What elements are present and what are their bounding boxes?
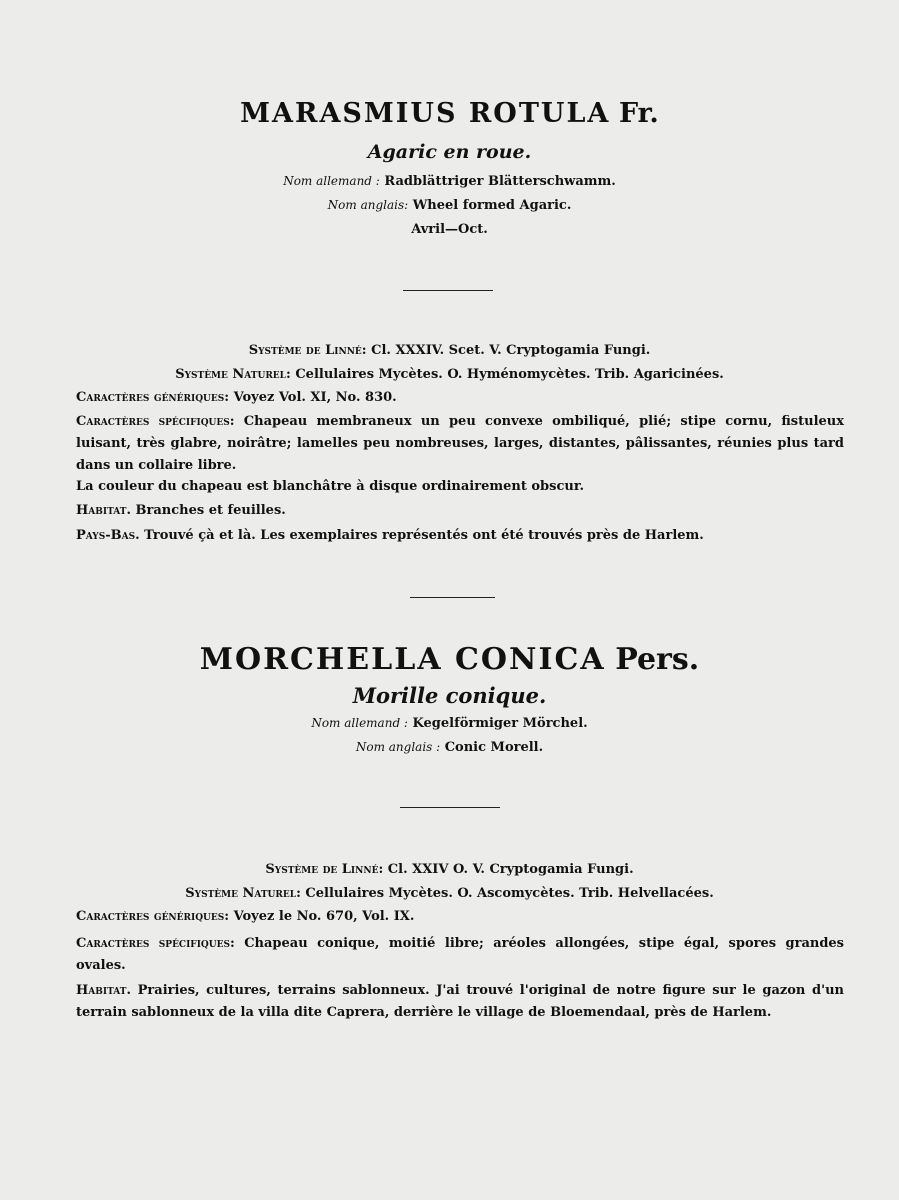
entry1-common-name: Agaric en roue.: [367, 141, 532, 163]
entry1-linne-label: Système de Linné:: [248, 343, 367, 358]
entry1-specifiques-label: Caractères spécifiques:: [76, 414, 235, 429]
entry2-english-name: Conic Morell.: [444, 740, 544, 755]
entry1-couleur-line: La couleur du chapeau est blanchâtre à disque ordinairement obscur.: [76, 479, 585, 494]
entry1-english-name-line: [0, 198, 899, 213]
entry1-german-name-line: [0, 174, 899, 189]
entry1-divider: [403, 290, 493, 291]
entry2-specifiques-text: Chapeau conique, moitié libre; aréoles allongées, stipe égal, spores grandes ovales.: [76, 936, 844, 973]
entry1-season: Avril—Oct.: [411, 222, 488, 237]
entry1-title: [0, 98, 899, 129]
entry1-linne-line: [0, 343, 899, 358]
entry1-german-label: Nom allemand :: [283, 174, 380, 188]
entry1-paysbas-line: [76, 525, 844, 547]
entry1-habitat-line: [76, 500, 844, 522]
entry1-english-label: Nom anglais:: [327, 198, 409, 212]
entry1-naturel-label: Système Naturel:: [175, 367, 291, 382]
entry1-german-name: Radblättriger Blätterschwamm.: [384, 174, 616, 189]
entry2-habitat-label: Habitat.: [76, 983, 132, 998]
entry2-linne-label: Système de Linné:: [265, 862, 384, 877]
entry1-paysbas-label: Pays-Bas.: [76, 528, 140, 543]
entry1-author: Fr.: [618, 98, 659, 129]
entry2-habitat-text: Prairies, cultures, terrains sablonneux. J'ai trouvé l'original de notre figure sur le gazon d'un terrain sablonneux de la villa dite Caprera, derrière le village de Bloemendaal, près de Harlem.: [76, 983, 844, 1020]
entry1-generiques-line: [76, 387, 844, 409]
entry2-specifiques-label: Caractères spécifiques:: [76, 936, 235, 951]
entry1-generiques-text: Voyez Vol. XI, No. 830.: [233, 390, 397, 405]
entry2-title: [0, 642, 899, 677]
entry1-habitat-text: Branches et feuilles.: [135, 503, 286, 518]
entry2-german-name-line: [0, 716, 899, 731]
entry1-naturel-line: [0, 367, 899, 382]
entry2-linne-text: Cl. XXIV O. V. Cryptogamia Fungi.: [387, 862, 634, 877]
entry1-specifiques-paragraph: [76, 411, 844, 477]
entry1-english-name: Wheel formed Agaric.: [412, 198, 572, 213]
entry2-divider: [400, 807, 500, 808]
entry2-habitat-paragraph: [76, 980, 844, 1024]
entry2-german-label: Nom allemand :: [311, 716, 408, 730]
entry2-english-name-line: [0, 740, 899, 755]
entry2-author: Pers.: [615, 642, 700, 677]
entry1-naturel-text: Cellulaires Mycètes. O. Hyménomycètes. Trib. Agaricinées.: [295, 367, 724, 382]
entry1-linne-text: Cl. XXXIV. Scet. V. Cryptogamia Fungi.: [371, 343, 651, 358]
entry1-habitat-label: Habitat.: [76, 503, 132, 518]
entry2-common-name: Morille conique.: [352, 683, 547, 708]
entry2-generiques-line: [76, 906, 844, 928]
entry2-english-label: Nom anglais :: [355, 740, 441, 754]
entry1-specifiques-text: Chapeau membraneux un peu convexe ombiliqué, plié; stipe cornu, fistuleux luisant, très glabre, noirâtre; lamelles peu nombreuses, larges, distantes, pâlissantes, réunies plus tard dans un collaire libre.: [76, 414, 844, 473]
entry2-naturel-text: Cellulaires Mycètes. O. Ascomycètes. Trib. Helvellacées.: [305, 886, 714, 901]
entry1-species-name: MARASMIUS ROTULA: [240, 98, 611, 129]
entry2-species-name: MORCHELLA CONICA: [199, 642, 606, 677]
entry2-linne-line: [0, 862, 899, 877]
entry2-naturel-label: Système Naturel:: [185, 886, 301, 901]
entry2-specifiques-paragraph: [76, 933, 844, 977]
entry1-paysbas-text: Trouvé çà et là. Les exemplaires représentés ont été trouvés près de Harlem.: [144, 528, 704, 543]
entry2-naturel-line: [0, 886, 899, 901]
entry2-generiques-text: Voyez le No. 670, Vol. IX.: [233, 909, 415, 924]
entry2-generiques-label: Caractères génériques:: [76, 909, 230, 924]
entry1-generiques-label: Caractères génériques:: [76, 390, 230, 405]
entry2-german-name: Kegelförmiger Mörchel.: [412, 716, 588, 731]
section-divider: [410, 597, 495, 598]
